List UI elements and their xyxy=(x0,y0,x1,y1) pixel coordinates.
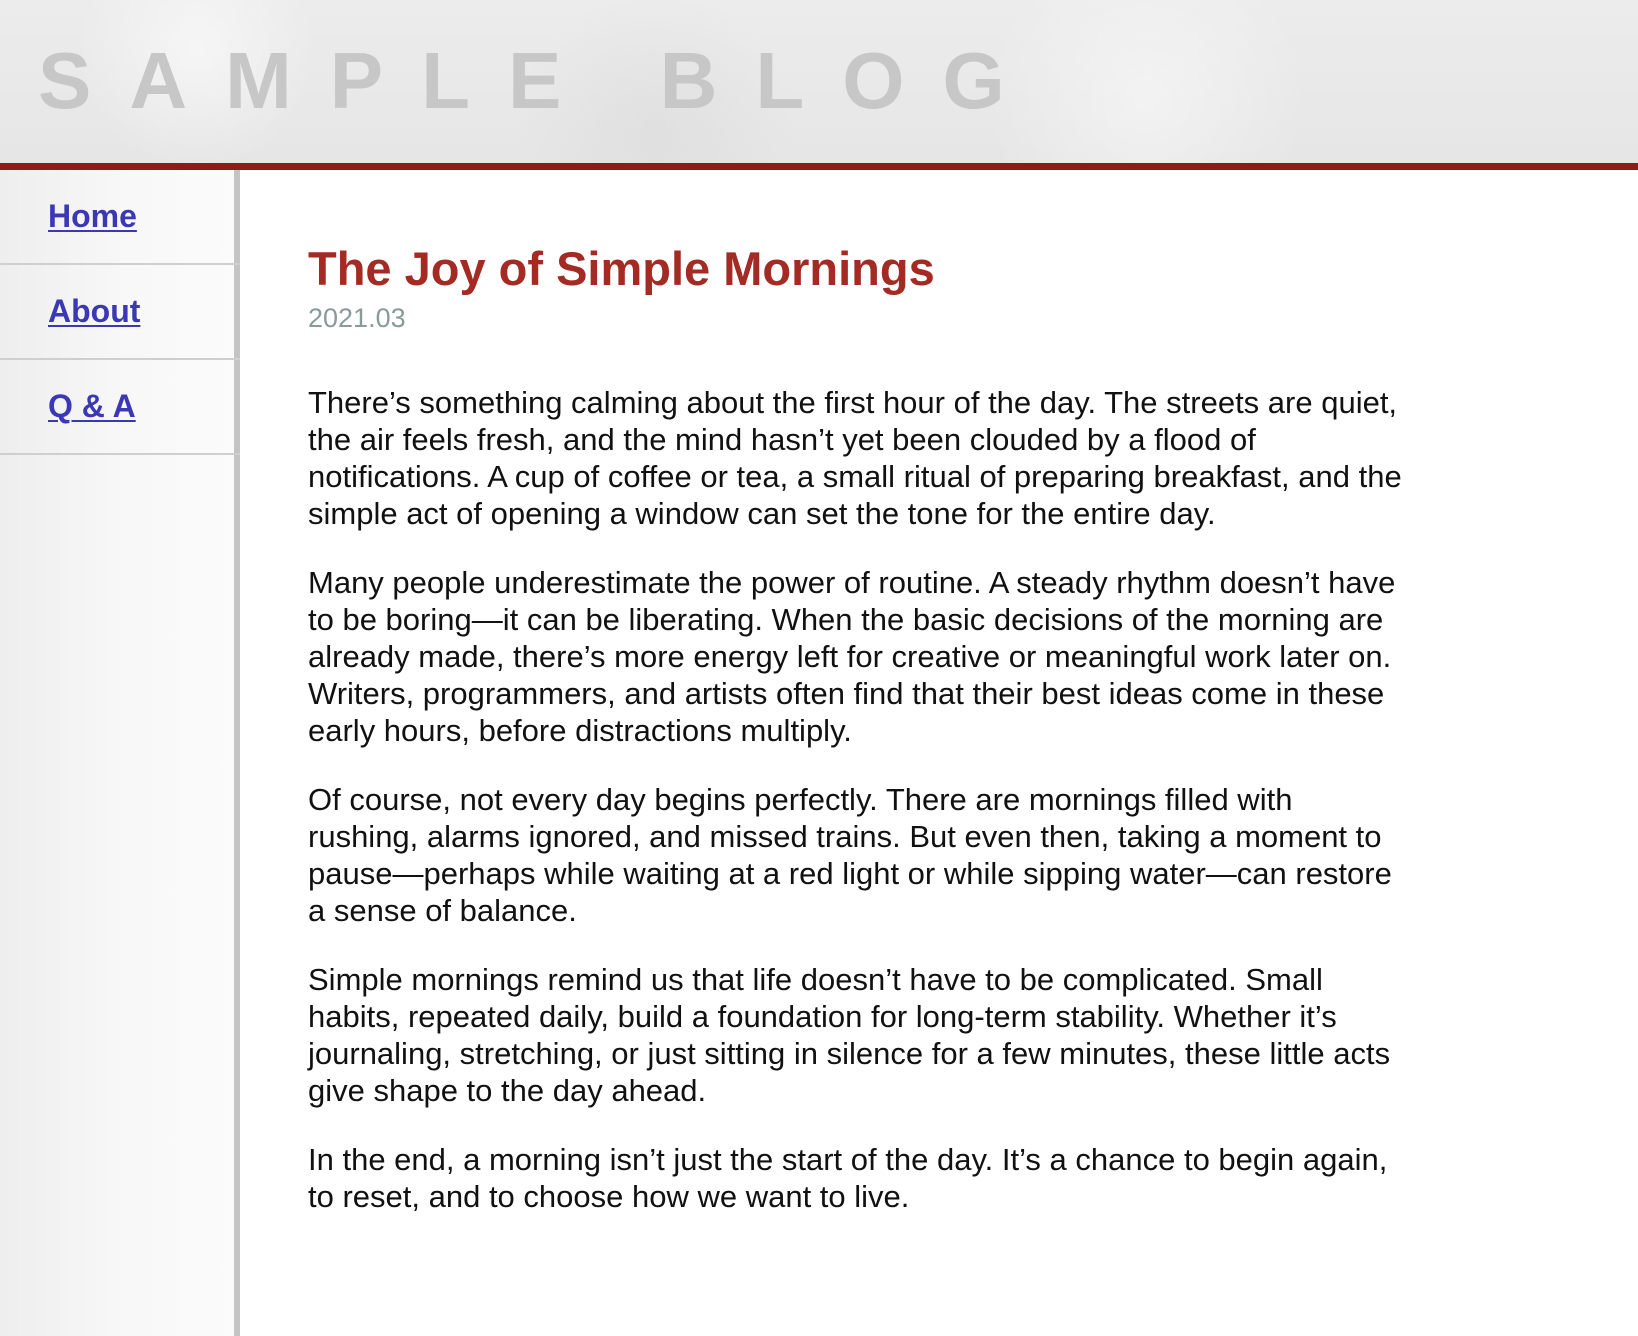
post-date: 2021.03 xyxy=(308,303,406,333)
post-body xyxy=(308,384,1408,1215)
nav-link-home[interactable]: Home xyxy=(48,198,137,234)
sidebar-nav xyxy=(0,170,240,1336)
post-paragraph: Simple mornings remind us that life doesn’t have to be complicated. Small habits, repeated daily, build a foundation for long-term stability. Whether it’s journaling, stretching, or just sitting in silence for a few minutes, these little acts give shape to the day ahead. xyxy=(308,962,1391,1108)
nav-item-home xyxy=(0,170,240,265)
nav-list xyxy=(0,170,240,455)
nav-link-qa[interactable]: Q & A xyxy=(48,388,136,424)
blog-post xyxy=(308,242,1408,1215)
post-paragraph: Many people underestimate the power of routine. A steady rhythm doesn’t have to be boring—it can be liberating. When the basic decisions of the morning are already made, there’s more energy left for creative or meaningful work later on. Writers, programmers, and artists often find that their best ideas come in these early hours, before distractions multiply. xyxy=(308,565,1396,748)
post-title: The Joy of Simple Mornings xyxy=(308,242,935,295)
nav-link-about[interactable]: About xyxy=(48,293,141,329)
post-paragraph: In the end, a morning isn’t just the start of the day. It’s a chance to begin again, to reset, and to choose how we want to live. xyxy=(308,1142,1388,1214)
site-header xyxy=(0,0,1638,170)
post-paragraph: There’s something calming about the first hour of the day. The streets are quiet, the air feels fresh, and the mind hasn’t yet been clouded by a flood of notifications. A cup of coffee or tea, a small ritual of preparing breakfast, and the simple act of opening a window can set the tone for the entire day. xyxy=(308,385,1402,531)
nav-item-qa xyxy=(0,360,240,455)
post-paragraph: Of course, not every day begins perfectly. There are mornings filled with rushing, alarms ignored, and missed trains. But even then, taking a moment to pause—perhaps while waiting at a red light or while sipping water—can restore a sense of balance. xyxy=(308,782,1392,928)
main-content xyxy=(308,170,1408,1247)
site-title: SAMPLE BLOG xyxy=(38,36,1043,125)
nav-item-about xyxy=(0,265,240,360)
